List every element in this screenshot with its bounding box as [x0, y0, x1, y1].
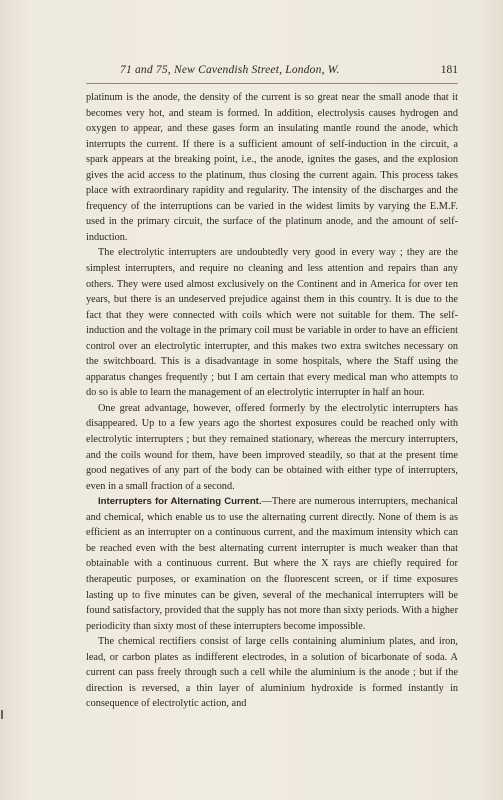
paragraph-continued — [86, 90, 458, 245]
paragraph-alternating-current — [86, 494, 458, 634]
binding-mark — [1, 710, 3, 719]
header-rule — [86, 83, 458, 84]
paragraph-text: platinum is the anode, the density of the current is so great near the small anode that it becomes very hot, and steam is formed. In addition, electrolysis causes hydrogen and oxygen to appear, and these gases form an insulating mantle round the anode, which interrupts the current. If there is a sufficient amount of self-induction in the circuit, a spark appears at the breaking point, i.e., the anode, ignites the gases, and the explosion gives the acid access to the platinum, thus closing the current again. This process takes place with extraordinary rapidity and regularity. The intensity of the discharges and the frequency of the interruptions can be varied in the widest limits by varying the E.M.F. used in the primary circuit, the surface of the platinum anode, and the amount of self-induction. — [86, 92, 458, 243]
body-text — [86, 90, 458, 712]
running-title: 71 and 75, New Cavendish Street, London, W. — [120, 64, 340, 76]
page-number: 181 — [440, 64, 458, 76]
paragraph-text: The electrolytic interrupters are undoubtedly very good in every way ; they are the simplest interrupters, and require no cleaning and less attention and repairs than any others. They were used almost exclusively on the Continent and in America for over ten years, but there is an undeserved prejudice against them in this country. It is due to the fact that they were connected with coils which were not suitable for them. The self-induction and the voltage in the primary coil must be variable in order to have an efficient control over an electrolytic interrupter, and this makes two extra switches necessary on the switchboard. This is a disadvantage in some hospitals, where the Staff using the apparatus changes frequently ; but I am certain that every medical man who attempts to do so is able to learn the management of an electrolytic interrupter in half an hour. — [86, 247, 458, 399]
paragraph-advantage — [86, 401, 458, 494]
section-heading: Interrupters for Alternating Current. — [98, 496, 262, 508]
paragraph-text: —There are numerous interrupters, mechanical and chemical, which enable us to use the alternating current directly. None of them is as efficient as an interrupter on a continuous current, and the maximum intensity which can be reached even with the best alternating current interrupter is much weaker than that obtainable with a continuous current. But where the X rays are chiefly required for therapeutic purposes, or examination on the fluorescent screen, or if time exposures lasting up to five minutes can be given, several of the mechanical interrupters will be found satisfactory, provided that the supply has not more than sixty periods. With a higher periodicity than sixty most of these interrupters become impossible. — [86, 496, 459, 632]
paragraph-text: The chemical rectifiers consist of large cells containing aluminium plates, and iron, lead, or carbon plates as indifferent electrodes, in a solution of bicarbonate of soda. A current can pass freely through such a cell while the aluminium is the anode ; but if the direction is reversed, a thin layer of aluminium hydroxide is formed instantly in consequence of electrolytic action, and — [86, 636, 458, 710]
paragraph-chemical-rectifiers — [86, 634, 458, 712]
paragraph-text: One great advantage, however, offered formerly by the electrolytic interrupters has disappeared. Up to a few years ago the shortest exposures could be reached only with electrolytic interrupters ; but they remained stationary, whereas the mercury interrupters, and the coils wound for them, have been improved steadily, so that at the present time good negatives of any part of the body can be obtained with either type of interrupters, even in a small fraction of a second. — [86, 402, 458, 492]
running-header — [86, 64, 458, 82]
paragraph-electrolytic-interrupters — [86, 245, 458, 400]
